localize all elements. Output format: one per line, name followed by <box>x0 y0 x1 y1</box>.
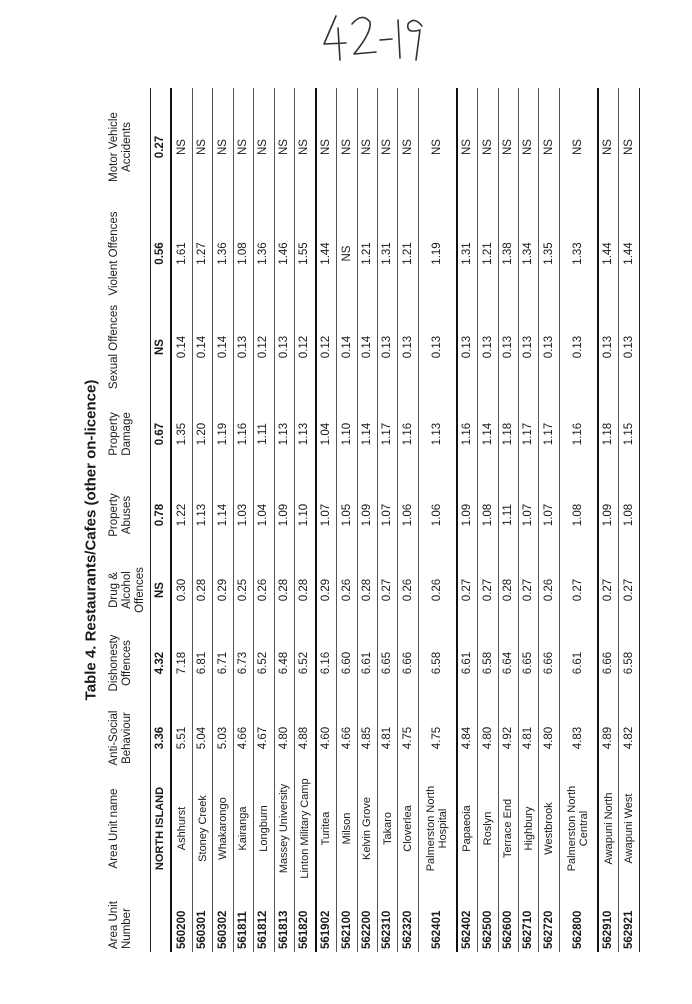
area-unit-name-cell: Massey University <box>274 775 294 882</box>
value-cell: 1.21 <box>357 206 377 301</box>
value-cell: 1.09 <box>457 475 478 555</box>
value-cell: 4.75 <box>398 701 418 775</box>
area-unit-name-cell: Terrace End <box>498 775 518 882</box>
value-cell: 1.38 <box>498 206 518 301</box>
area-unit-number-cell: 562200 <box>357 882 377 952</box>
area-unit-name-cell: Ashhurst <box>171 775 192 882</box>
table-row <box>337 88 357 952</box>
area-unit-number-cell: 562310 <box>377 882 397 952</box>
value-cell: 1.44 <box>598 206 619 301</box>
value-cell: 0.13 <box>619 301 640 393</box>
table-row <box>539 88 559 952</box>
value-cell: 5.03 <box>213 701 233 775</box>
value-cell: 0.12 <box>294 301 315 393</box>
value-cell: 6.60 <box>337 625 357 701</box>
value-cell: 1.13 <box>294 393 315 475</box>
value-cell: 0.28 <box>274 555 294 625</box>
value-cell: 1.18 <box>598 393 619 475</box>
area-unit-name-cell: Stoney Creek <box>192 775 212 882</box>
value-cell: 0.14 <box>171 301 192 393</box>
value-cell: NS <box>377 88 397 206</box>
value-cell: 6.66 <box>598 625 619 701</box>
rotated-table-container <box>106 88 640 952</box>
value-cell: 0.26 <box>539 555 559 625</box>
value-cell: 0.14 <box>337 301 357 393</box>
value-cell: 6.52 <box>294 625 315 701</box>
area-unit-name-cell: NORTH ISLAND <box>150 775 171 882</box>
value-cell: 0.27 <box>150 88 171 206</box>
value-cell: 0.13 <box>478 301 498 393</box>
table-row <box>274 88 294 952</box>
table-row <box>498 88 518 952</box>
value-cell: 0.13 <box>418 301 456 393</box>
value-cell: 6.58 <box>418 625 456 701</box>
value-cell: NS <box>150 555 171 625</box>
value-cell: 1.44 <box>316 206 337 301</box>
value-cell: 0.28 <box>192 555 212 625</box>
area-unit-number-cell: 560302 <box>213 882 233 952</box>
value-cell: 1.33 <box>559 206 597 301</box>
value-cell: 1.46 <box>274 206 294 301</box>
value-cell: 0.13 <box>498 301 518 393</box>
table-row <box>619 88 640 952</box>
table-row <box>357 88 377 952</box>
value-cell: NS <box>233 88 253 206</box>
table-row <box>457 88 478 952</box>
value-cell: 1.11 <box>254 393 274 475</box>
value-cell: 1.13 <box>192 475 212 555</box>
area-unit-name-cell: Takaro <box>377 775 397 882</box>
value-cell: 1.31 <box>377 206 397 301</box>
table-row <box>192 88 212 952</box>
area-unit-number-cell: 562710 <box>519 882 539 952</box>
table-row <box>598 88 619 952</box>
value-cell: NS <box>192 88 212 206</box>
value-cell: 0.13 <box>559 301 597 393</box>
value-cell: 0.13 <box>457 301 478 393</box>
value-cell: 1.35 <box>171 393 192 475</box>
value-cell: 4.80 <box>539 701 559 775</box>
area-unit-name-cell: Highbury <box>519 775 539 882</box>
area-unit-number-cell: 561902 <box>316 882 337 952</box>
table-row <box>294 88 315 952</box>
value-cell: 0.27 <box>478 555 498 625</box>
table-row <box>233 88 253 952</box>
value-cell: 1.13 <box>274 393 294 475</box>
area-unit-name-cell: Kelvin Grove <box>357 775 377 882</box>
value-cell: 4.81 <box>519 701 539 775</box>
table-row <box>171 88 192 952</box>
value-cell: 6.73 <box>233 625 253 701</box>
value-cell: 1.36 <box>213 206 233 301</box>
area-unit-name-cell: Roslyn <box>478 775 498 882</box>
value-cell: 4.84 <box>457 701 478 775</box>
value-cell: 1.06 <box>418 475 456 555</box>
offences-table <box>106 88 640 952</box>
value-cell: 6.65 <box>377 625 397 701</box>
value-cell: 6.16 <box>316 625 337 701</box>
value-cell: NS <box>457 88 478 206</box>
area-unit-number-cell: 562921 <box>619 882 640 952</box>
value-cell: 0.12 <box>316 301 337 393</box>
value-cell: NS <box>316 88 337 206</box>
value-cell: 0.27 <box>457 555 478 625</box>
area-unit-number-cell: 560200 <box>171 882 192 952</box>
area-unit-name-cell: Papaeoia <box>457 775 478 882</box>
column-header: Sexual Offences <box>106 301 150 393</box>
value-cell: 4.66 <box>337 701 357 775</box>
value-cell: 1.07 <box>377 475 397 555</box>
area-unit-number-cell: 562500 <box>478 882 498 952</box>
table-row <box>213 88 233 952</box>
area-unit-name-cell: Cloverlea <box>398 775 418 882</box>
table-row <box>377 88 397 952</box>
value-cell: NS <box>213 88 233 206</box>
table-row <box>478 88 498 952</box>
value-cell: 1.34 <box>519 206 539 301</box>
value-cell: NS <box>619 88 640 206</box>
column-header: Dishonesty Offences <box>106 625 150 701</box>
value-cell: 0.28 <box>294 555 315 625</box>
table-row <box>254 88 274 952</box>
value-cell: 6.61 <box>559 625 597 701</box>
value-cell: NS <box>294 88 315 206</box>
value-cell: 1.16 <box>559 393 597 475</box>
area-unit-name-cell: Palmerston North Central <box>559 775 597 882</box>
area-unit-number-cell: 562720 <box>539 882 559 952</box>
value-cell: 1.14 <box>478 393 498 475</box>
value-cell: 1.07 <box>539 475 559 555</box>
area-unit-number-cell: 562910 <box>598 882 619 952</box>
value-cell: NS <box>478 88 498 206</box>
handwritten-page-number <box>318 10 428 64</box>
value-cell: 0.28 <box>498 555 518 625</box>
table-row <box>519 88 539 952</box>
area-unit-name-cell: Turitea <box>316 775 337 882</box>
area-unit-number-cell: 562320 <box>398 882 418 952</box>
value-cell: 4.80 <box>274 701 294 775</box>
value-cell: 1.10 <box>337 393 357 475</box>
value-cell: 5.04 <box>192 701 212 775</box>
value-cell: 6.61 <box>457 625 478 701</box>
value-cell: NS <box>337 206 357 301</box>
value-cell: 0.78 <box>150 475 171 555</box>
table-row-north-island <box>150 88 171 952</box>
value-cell: 0.26 <box>337 555 357 625</box>
value-cell: 0.13 <box>598 301 619 393</box>
value-cell: NS <box>598 88 619 206</box>
value-cell: 0.56 <box>150 206 171 301</box>
value-cell: 1.27 <box>192 206 212 301</box>
value-cell: 0.28 <box>357 555 377 625</box>
value-cell: 1.05 <box>337 475 357 555</box>
value-cell: 6.58 <box>619 625 640 701</box>
value-cell: 1.16 <box>457 393 478 475</box>
value-cell: 1.19 <box>418 206 456 301</box>
value-cell: 1.21 <box>398 206 418 301</box>
value-cell: 6.66 <box>398 625 418 701</box>
value-cell: 1.44 <box>619 206 640 301</box>
value-cell: 1.08 <box>478 475 498 555</box>
area-unit-name-cell: Kairanga <box>233 775 253 882</box>
value-cell: 0.27 <box>619 555 640 625</box>
value-cell: 1.36 <box>254 206 274 301</box>
value-cell: 4.82 <box>619 701 640 775</box>
value-cell: 1.13 <box>418 393 456 475</box>
value-cell: 0.14 <box>357 301 377 393</box>
value-cell: 0.27 <box>559 555 597 625</box>
value-cell: 0.13 <box>519 301 539 393</box>
area-unit-name-cell: Milson <box>337 775 357 882</box>
value-cell: 1.08 <box>619 475 640 555</box>
column-header: Area Unit name <box>106 775 150 882</box>
area-unit-number-cell: 560301 <box>192 882 212 952</box>
table-row <box>316 88 337 952</box>
value-cell: 1.11 <box>498 475 518 555</box>
value-cell: 1.35 <box>539 206 559 301</box>
value-cell: 6.81 <box>192 625 212 701</box>
value-cell: 5.51 <box>171 701 192 775</box>
value-cell: 1.14 <box>357 393 377 475</box>
value-cell: 1.17 <box>539 393 559 475</box>
value-cell: 4.85 <box>357 701 377 775</box>
value-cell: 0.13 <box>233 301 253 393</box>
column-header: Property Damage <box>106 393 150 475</box>
area-unit-number-cell: 561820 <box>294 882 315 952</box>
table-row <box>418 88 456 952</box>
area-unit-number-cell: 562800 <box>559 882 597 952</box>
area-unit-number-cell: 562600 <box>498 882 518 952</box>
value-cell: 1.61 <box>171 206 192 301</box>
value-cell: 1.07 <box>316 475 337 555</box>
value-cell: 1.20 <box>192 393 212 475</box>
value-cell: 0.29 <box>316 555 337 625</box>
value-cell: 4.32 <box>150 625 171 701</box>
value-cell: 0.14 <box>192 301 212 393</box>
value-cell: 0.67 <box>150 393 171 475</box>
value-cell: 1.31 <box>457 206 478 301</box>
value-cell: 1.09 <box>598 475 619 555</box>
value-cell: 1.18 <box>498 393 518 475</box>
column-header: Motor Vehicle Accidents <box>106 88 150 206</box>
value-cell: 1.04 <box>316 393 337 475</box>
value-cell: 4.60 <box>316 701 337 775</box>
value-cell: 4.92 <box>498 701 518 775</box>
table-title: Table 4. Restaurants/Cafes (other on-licence) <box>82 379 100 701</box>
area-unit-number-cell: 562401 <box>418 882 456 952</box>
value-cell: 0.13 <box>377 301 397 393</box>
value-cell: 1.22 <box>171 475 192 555</box>
value-cell: 4.88 <box>294 701 315 775</box>
area-unit-name-cell: Westbrook <box>539 775 559 882</box>
value-cell: 1.08 <box>559 475 597 555</box>
area-unit-number-cell: 562402 <box>457 882 478 952</box>
value-cell: 6.52 <box>254 625 274 701</box>
value-cell: 1.10 <box>294 475 315 555</box>
value-cell: 4.66 <box>233 701 253 775</box>
value-cell: 0.29 <box>213 555 233 625</box>
value-cell: 0.26 <box>418 555 456 625</box>
area-unit-number-cell <box>150 882 171 952</box>
value-cell: NS <box>274 88 294 206</box>
value-cell: 0.27 <box>598 555 619 625</box>
area-unit-name-cell: Awapuni North <box>598 775 619 882</box>
value-cell: 6.48 <box>274 625 294 701</box>
value-cell: 1.15 <box>619 393 640 475</box>
area-unit-number-cell: 561813 <box>274 882 294 952</box>
value-cell: 1.17 <box>519 393 539 475</box>
value-cell: 1.08 <box>233 206 253 301</box>
column-header: Area Unit Number <box>106 882 150 952</box>
value-cell: 0.14 <box>213 301 233 393</box>
column-header: Anti-Social Behaviour <box>106 701 150 775</box>
table-body <box>150 88 639 952</box>
value-cell: 6.64 <box>498 625 518 701</box>
area-unit-name-cell: Palmerston North Hospital <box>418 775 456 882</box>
value-cell: 4.83 <box>559 701 597 775</box>
value-cell: 6.65 <box>519 625 539 701</box>
value-cell: 1.09 <box>274 475 294 555</box>
area-unit-number-cell: 562100 <box>337 882 357 952</box>
table-row <box>559 88 597 952</box>
value-cell: NS <box>539 88 559 206</box>
area-unit-number-cell: 561811 <box>233 882 253 952</box>
value-cell: 3.36 <box>150 701 171 775</box>
value-cell: 7.18 <box>171 625 192 701</box>
value-cell: 4.67 <box>254 701 274 775</box>
value-cell: 0.13 <box>398 301 418 393</box>
value-cell: 6.61 <box>357 625 377 701</box>
area-unit-number-cell: 561812 <box>254 882 274 952</box>
value-cell: 4.80 <box>478 701 498 775</box>
column-header: Drug & Alcohol Offences <box>106 555 150 625</box>
value-cell: 1.14 <box>213 475 233 555</box>
column-header: Violent Offences <box>106 206 150 301</box>
value-cell: 1.21 <box>478 206 498 301</box>
value-cell: 1.19 <box>213 393 233 475</box>
value-cell: 4.75 <box>418 701 456 775</box>
value-cell: 6.58 <box>478 625 498 701</box>
value-cell: 1.09 <box>357 475 377 555</box>
value-cell: 1.04 <box>254 475 274 555</box>
value-cell: 1.16 <box>233 393 253 475</box>
value-cell: 6.71 <box>213 625 233 701</box>
area-unit-name-cell: Linton Military Camp <box>294 775 315 882</box>
value-cell: NS <box>337 88 357 206</box>
value-cell: 1.06 <box>398 475 418 555</box>
value-cell: 1.07 <box>519 475 539 555</box>
value-cell: NS <box>171 88 192 206</box>
value-cell: 0.27 <box>377 555 397 625</box>
value-cell: 4.89 <box>598 701 619 775</box>
handwritten-number-drawing <box>318 10 428 64</box>
value-cell: 0.26 <box>254 555 274 625</box>
value-cell: NS <box>150 301 171 393</box>
table-row <box>398 88 418 952</box>
value-cell: 0.25 <box>233 555 253 625</box>
value-cell: 1.16 <box>398 393 418 475</box>
table-header-row <box>106 88 150 952</box>
value-cell: 0.30 <box>171 555 192 625</box>
value-cell: 0.13 <box>274 301 294 393</box>
value-cell: NS <box>519 88 539 206</box>
value-cell: 0.12 <box>254 301 274 393</box>
value-cell: NS <box>498 88 518 206</box>
value-cell: 1.03 <box>233 475 253 555</box>
column-header: Property Abuses <box>106 475 150 555</box>
area-unit-name-cell: Awapuni West <box>619 775 640 882</box>
value-cell: 1.17 <box>377 393 397 475</box>
area-unit-name-cell: Longburn <box>254 775 274 882</box>
value-cell: NS <box>398 88 418 206</box>
value-cell: NS <box>357 88 377 206</box>
value-cell: 4.81 <box>377 701 397 775</box>
value-cell: 6.66 <box>539 625 559 701</box>
value-cell: 0.27 <box>519 555 539 625</box>
value-cell: 0.13 <box>539 301 559 393</box>
value-cell: NS <box>418 88 456 206</box>
area-unit-name-cell: Whakarongo <box>213 775 233 882</box>
value-cell: NS <box>559 88 597 206</box>
value-cell: NS <box>254 88 274 206</box>
value-cell: 0.26 <box>398 555 418 625</box>
value-cell: 1.55 <box>294 206 315 301</box>
